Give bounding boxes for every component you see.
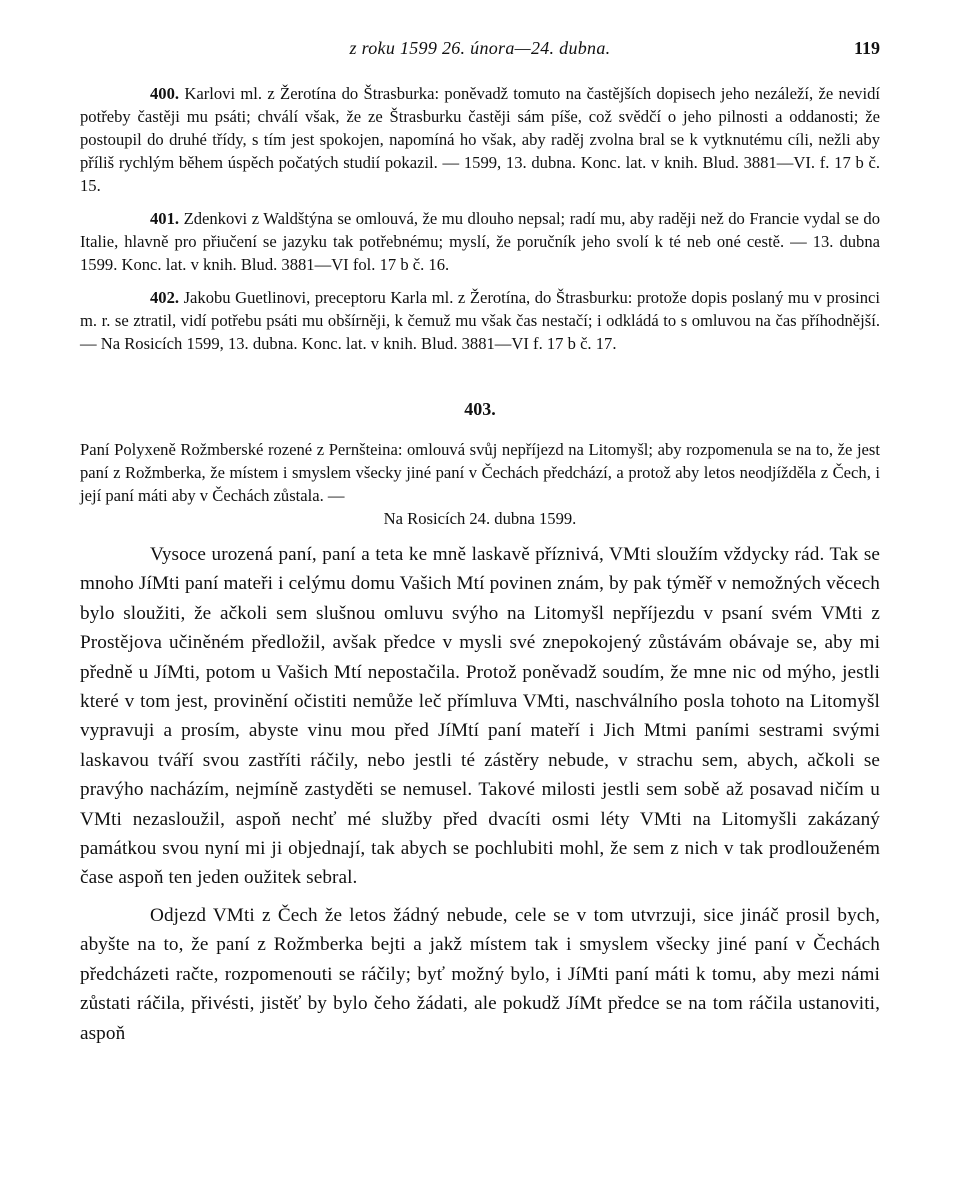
regest-text: Karlovi ml. z Žerotína do Štrasburka: poněvadž tomuto na častějších dopisech jeho nezáleží, že nevidí potřeby častěji mu psáti; chválí však, že ze Štrasburku častěji sám píše, což svědčí o jeho pilnosti a oddanosti; že postoupil do druhé třídy, s tím jest spokojen, napomíná ho však, aby raděj zvolna bral se k vytknutému cíli, nežli aby příliš rychlým během úspěch počatých studií pokazil. — 1599, 13. dubna. Konc. lat. v knih. Blud. 3881—VI. f. 17 b č. 15. [80, 84, 880, 195]
running-head [80, 34, 880, 64]
regest-number: 401. [150, 209, 180, 228]
letter-paragraph: Vysoce urozená paní, paní a teta ke mně laskavě příznivá, VMti sloužím vždycky rád. Tak se mnoho JíMti paní mateři i celýmu domu Vašich Mtí povinen znám, by pak týměř v nemožných věcech bylo sloužiti, že ačkoli sem slušnou omluvu svýho na Litomyšl nepříjezdu v psaní svém VMti z Prostějova učiněném předložil, avšak předce v mysli své znepokojený zůstávám obávaje se, aby mi předně u JíMti, potom u Vašich Mtí nepostačila. Protož poněvadž soudím, že mne nic od mýho, jestli které v tom jest, provinění očistiti nemůže leč přímluva VMti, naschválního posla tohoto na Litomyšl vypravuji a prosím, abyste vinu mou před JíMtí paní mateří i Jich Mtmi paními sestrami svými laskavou tváří svou zastříti ráčily, nebo jestli té zástěry nebude, v strachu sem, abych, ačkoli se pravýho nacházím, nejmíně zastyděti se nemusel. Takové milosti jestli sem sobě až posavad ničím u VMti nezasloužil, aspoň nechť mé služby před dvacíti osmi léty VMti na Litomyšli zakázaný památkou svou nyní mi ji objednají, tak abych se pochlubiti mohl, že sem z nich v tak prodlouženém čase aspoň ten jeden oužitek sebral. [80, 544, 880, 889]
letter-summary: Paní Polyxeně Rožmberské rozené z Pernšteina: omlouvá svůj nepříjezd na Litomyšl; aby rozpomenula se na to, že jest paní z Rožmberka, že místem i smyslem všecky jiné paní v Čechách předchází, a protož aby letos neodjížděla z Čech, i její paní máti aby v Čechách zůstala. — [80, 440, 880, 505]
page-number: 119 [853, 38, 880, 58]
letter-paragraph: Odjezd VMti z Čech že letos žádný nebude, cele se v tom utvrzuji, sice jináč prosil bych, abyšte na to, že paní z Rožmberka bejti a jakž místem tak i smyslem všecky jiné paní v Čechách předcházeti račte, rozpomenouti se ráčily; byť možný bylo, i JíMti paní máti k tomu, aby mezi námi zůstati ráčila, přivésti, jistěť by bylo čeho žádati, ale pokudž JíMt předce se na tom ráčila ustanoviti, aspoň [80, 904, 880, 1044]
page-content [80, 34, 880, 1048]
running-title: z roku 1599 26. února—24. dubna. [349, 38, 611, 58]
letter-number: 403. [464, 399, 496, 419]
letter-place-date: Na Rosicích 24. dubna 1599. [383, 509, 577, 528]
regest-text: Zdenkovi z Waldštýna se omlouvá, že mu dlouho nepsal; radí mu, aby raději než do Francie vydal se do Italie, hlavně pro přiučení se jazyku tak potřebnému; myslí, že poručník jeho svolí k té neb oné cestě. — 13. dubna 1599. Konc. lat. v knih. Blud. 3881—VI fol. 17 b č. 16. [80, 209, 880, 274]
regest-402 [80, 286, 880, 355]
regest-number: 402. [150, 288, 180, 307]
regest-text: Jakobu Guetlinovi, preceptoru Karla ml. z Žerotína, do Štrasburku: protože dopis poslaný mu v prosinci m. r. se ztratil, vidí potřebu psáti mu obšírněji, k čemuž mu však čas nestačí; i odkládá to s omluvou na čas příhodnější. — Na Rosicích 1599, 13. dubna. Konc. lat. v knih. Blud. 3881—VI f. 17 b č. 17. [80, 288, 880, 353]
regest-401 [80, 207, 880, 276]
regest-number: 400. [150, 84, 180, 103]
regest-400 [80, 82, 880, 197]
